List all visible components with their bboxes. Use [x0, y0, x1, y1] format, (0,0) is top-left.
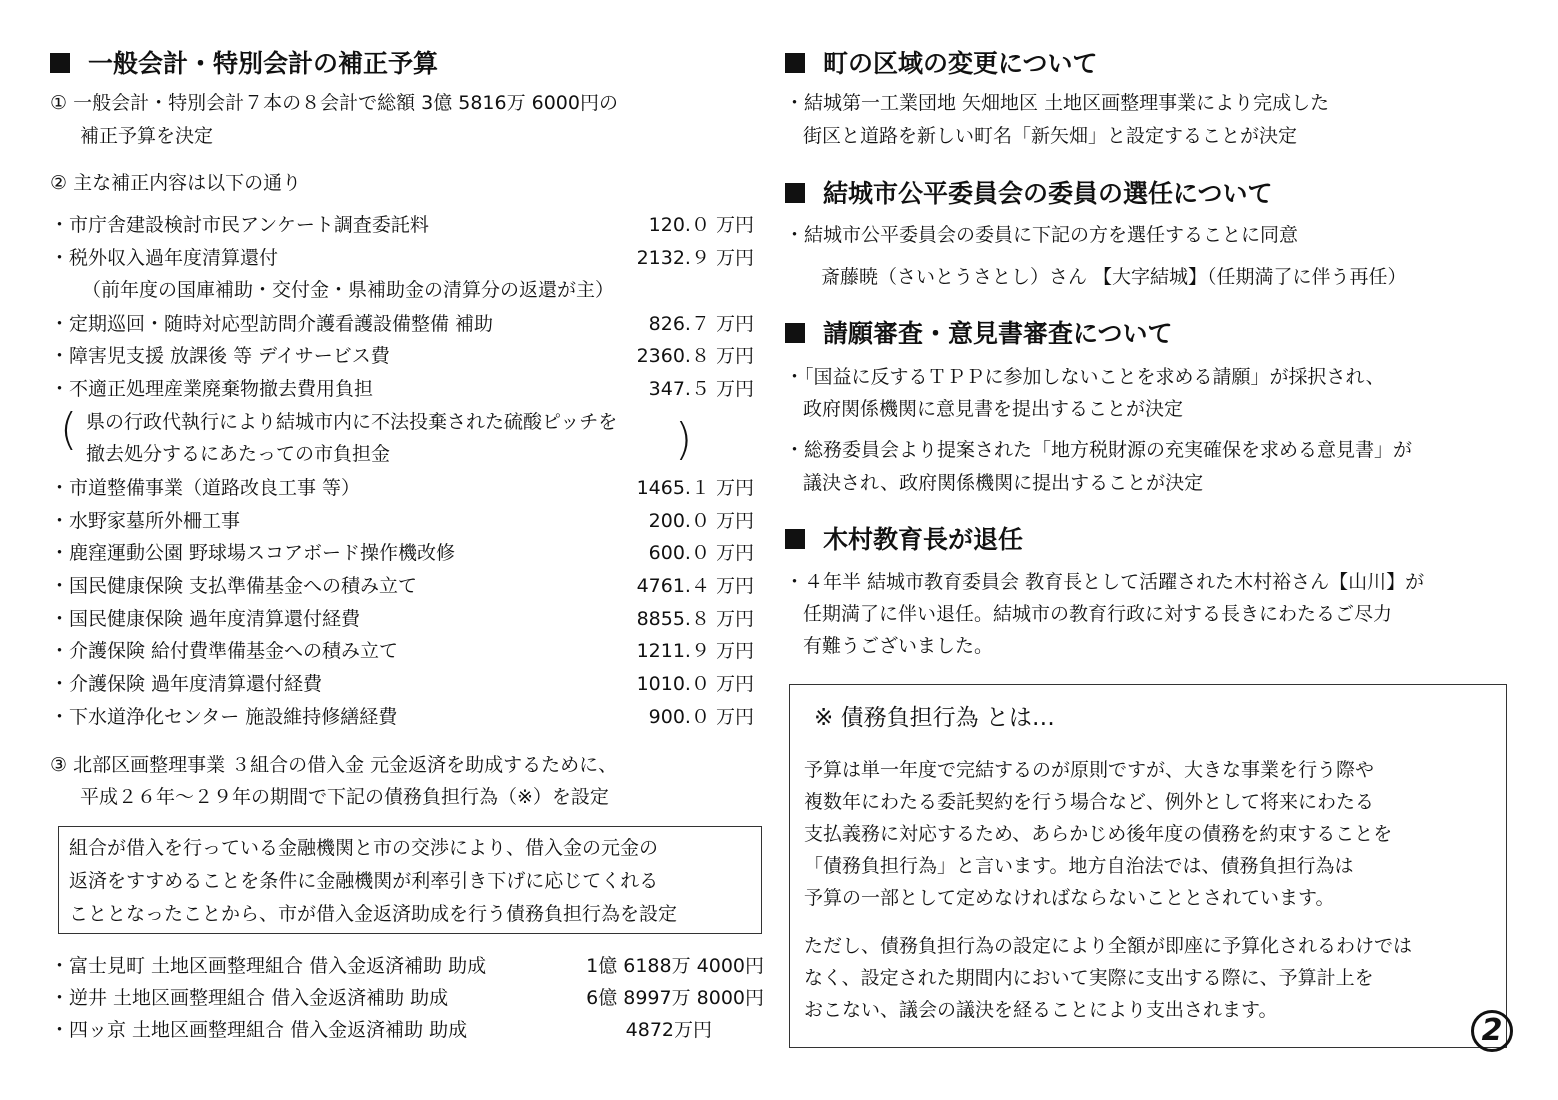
s3-line1: ・「国益に反するＴＰＰに参加しないことを求める請願」が採択され、	[785, 366, 1385, 388]
section-heading-petition	[785, 314, 1173, 350]
budget-item-label: ・国民健康保険 過年度清算還付経費	[50, 608, 361, 630]
s3-line4: 議決され、政府関係機関に提出することが決定	[803, 472, 1204, 494]
loan-amount: 1億 6188万 4000円	[586, 955, 764, 977]
budget-item-label: ・水野家墓所外柵工事	[50, 510, 241, 532]
square-bullet-icon	[785, 53, 805, 73]
p1-line2: 補正予算を決定	[80, 125, 214, 147]
budget-item-amount: 8855.８ 万円	[636, 608, 754, 630]
note-line: なく、設定された期間内において実際に支出する際に、予算計上を	[804, 967, 1374, 989]
budget-item-amount: 826.７ 万円	[648, 313, 754, 335]
p3-line2: 平成２６年～２９年の期間で下記の債務負担行為（※）を設定	[80, 786, 609, 808]
square-bullet-icon	[785, 323, 805, 343]
loan-label: ・逆井 土地区画整理組合 借入金返済補助 助成	[50, 987, 449, 1009]
budget-item-amount: 2132.９ 万円	[636, 247, 754, 269]
budget-item-label: ・市庁舎建設検討市民アンケート調査委託料	[50, 214, 429, 236]
p3-line1: ③ 北部区画整理事業 ３組合の借入金 元金返済を助成するために、	[50, 754, 618, 776]
budget-item-label: 撤去処分するにあたっての市負担金	[86, 443, 391, 465]
note-line: 「債務負担行為」と言います。地方自治法では、債務負担行為は	[804, 855, 1354, 877]
loan-amount: 6億 8997万 8000円	[586, 987, 764, 1009]
box-line: 返済をすすめることを条件に金融機関が利率引き下げに応じてくれる	[69, 870, 659, 892]
s4-line3: 有難うございました。	[803, 635, 994, 657]
budget-item-label: ・下水道浄化センター 施設維持修繕経費	[50, 706, 398, 728]
box-line: こととなったことから、市が借入金返済助成を行う債務負担行為を設定	[69, 903, 678, 925]
s4-line1: ・４年半 結城市教育委員会 教育長として活躍された木村裕さん【山川】が	[785, 571, 1425, 593]
note-line: 複数年にわたる委託契約を行う場合など、例外として将来にわたる	[804, 791, 1375, 813]
budget-item-amount: 2360.８ 万円	[636, 345, 754, 367]
budget-item-label: （前年度の国庫補助・交付金・県補助金の清算分の返還が主）	[82, 279, 615, 301]
budget-item-amount: 1010.０ 万円	[636, 673, 754, 695]
s1-line1: ・結城第一工業団地 矢畑地区 土地区画整理事業により完成した	[785, 92, 1330, 114]
heading-text: 木村教育長が退任	[823, 525, 1024, 554]
heading-text: 一般会計・特別会計の補正予算	[88, 49, 439, 78]
note-line: 支払義務に対応するため、あらかじめ後年度の債務を約束することを	[804, 823, 1393, 845]
loan-label: ・富士見町 土地区画整理組合 借入金返済補助 助成	[50, 955, 487, 977]
budget-item-label: ・国民健康保険 支払準備基金への積み立て	[50, 575, 418, 597]
budget-item-amount: 200.０ 万円	[648, 510, 754, 532]
s4-line2: 任期満了に伴い退任。結城市の教育行政に対する長きにわたるご尽力	[803, 603, 1393, 625]
section-heading-budget	[50, 44, 438, 80]
budget-item-amount: 120.０ 万円	[648, 214, 754, 236]
page-number: 2	[1471, 1010, 1513, 1052]
s2-line2: 斎藤暁（さいとうさとし）さん 【大字結城】（任期満了に伴う再任）	[821, 266, 1407, 288]
note-box	[789, 684, 1507, 1048]
budget-item-amount: 600.０ 万円	[648, 542, 754, 564]
p2-text: ② 主な補正内容は以下の通り	[50, 172, 302, 194]
square-bullet-icon	[50, 53, 70, 73]
budget-item-amount: 1211.９ 万円	[636, 640, 754, 662]
heading-text: 結城市公平委員会の委員の選任について	[823, 179, 1273, 208]
s3-line3: ・総務委員会より提案された「地方税財源の充実確保を求める意見書」が	[785, 439, 1413, 461]
s2-line1: ・結城市公平委員会の委員に下記の方を選任することに同意	[785, 224, 1299, 246]
heading-text: 請願審査・意見書審査について	[823, 319, 1173, 348]
p1-line1: ① 一般会計・特別会計７本の８会計で総額 3億 5816万 6000円の	[50, 92, 618, 114]
note-title: ※ 債務負担行為 とは…	[814, 705, 1055, 731]
square-bullet-icon	[785, 183, 805, 203]
note-line: ただし、債務負担行為の設定により全額が即座に予算化されるわけでは	[804, 935, 1413, 957]
budget-item-label: ・介護保険 給付費準備基金への積み立て	[50, 640, 399, 662]
heading-text: 町の区域の変更について	[823, 49, 1098, 78]
loan-amount: 4872万円	[625, 1019, 712, 1041]
section-heading-committee	[785, 174, 1273, 210]
section-heading-superintendent	[785, 520, 1023, 556]
budget-item-label: ・定期巡回・随時対応型訪問介護看護設備整備 補助	[50, 313, 494, 335]
budget-item-label: ・税外収入過年度清算還付	[50, 247, 279, 269]
square-bullet-icon	[785, 529, 805, 549]
note-line: おこない、議会の議決を経ることにより支出されます。	[804, 999, 1278, 1021]
budget-item-label: 県の行政代執行により結城市内に不法投棄された硫酸ピッチを	[86, 411, 618, 433]
budget-item-label: ・介護保険 過年度清算還付経費	[50, 673, 323, 695]
budget-item-amount: 4761.４ 万円	[636, 575, 754, 597]
note-line: 予算は単一年度で完結するのが原則ですが、大きな事業を行う際や	[804, 759, 1375, 781]
budget-item-amount: 900.０ 万円	[648, 706, 754, 728]
s3-line2: 政府関係機関に意見書を提出することが決定	[803, 398, 1184, 420]
explanation-box	[58, 826, 762, 934]
budget-item-amount: 1465.１ 万円	[636, 477, 754, 499]
section-heading-town-area	[785, 44, 1098, 80]
loan-label: ・四ッ京 土地区画整理組合 借入金返済補助 助成	[50, 1019, 468, 1041]
close-bracket-icon: )	[675, 414, 693, 465]
s1-line2: 街区と道路を新しい町名「新矢畑」と設定することが決定	[803, 125, 1298, 147]
box-line: 組合が借入を行っている金融機関と市の交渉により、借入金の元金の	[69, 837, 659, 859]
budget-item-amount: 347.５ 万円	[648, 378, 754, 400]
budget-item-label: ・不適正処理産業廃棄物撤去費用負担	[50, 378, 374, 400]
budget-item-label: ・市道整備事業（道路改良工事 等）	[50, 477, 361, 499]
note-line: 予算の一部として定めなければならないこととされています。	[804, 887, 1335, 909]
open-bracket-icon: (	[60, 404, 78, 455]
budget-item-label: ・障害児支援 放課後 等 デイサービス費	[50, 345, 390, 367]
budget-item-label: ・鹿窪運動公園 野球場スコアボード操作機改修	[50, 542, 456, 564]
